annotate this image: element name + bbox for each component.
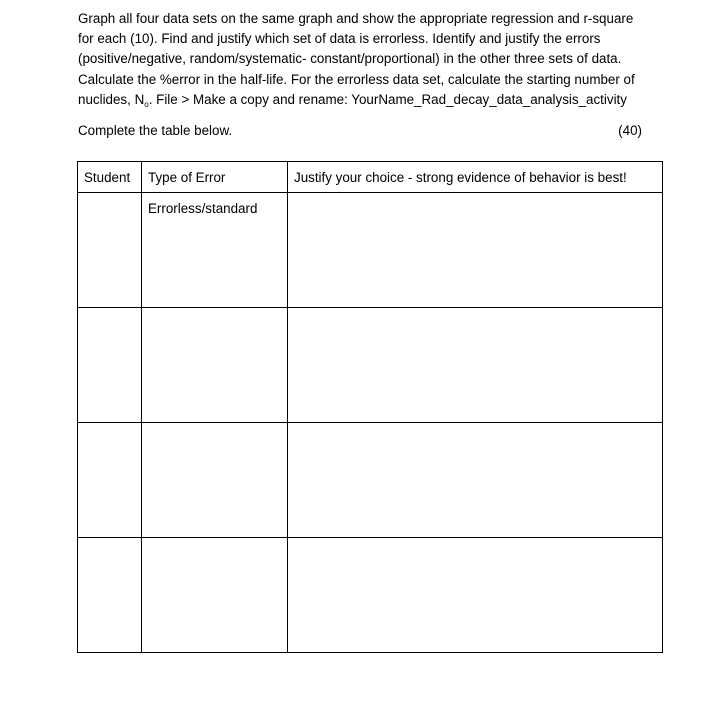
instructions-paragraph [78,9,678,110]
nuclides-subscript: o [144,99,149,109]
cell-error-type[interactable] [142,423,288,538]
instructions-line-1: Graph all four data sets on the same graph and show the appropriate regression and r-square [78,11,634,26]
header-justification: Justify your choice - strong evidence of behavior is best! [288,162,663,193]
table-instruction: Complete the table below. [78,123,233,138]
points-value: (40) [618,123,642,138]
instructions-line-5-post: . File > Make a copy and rename: YourName_Rad_decay_data_analysis_activity [148,91,627,107]
cell-justification[interactable] [288,193,663,308]
cell-justification[interactable] [288,538,663,653]
instructions-line-5 [78,90,678,110]
cell-student[interactable] [78,423,142,538]
table-row [78,538,663,653]
cell-justification[interactable] [288,423,663,538]
header-error-type: Type of Error [142,162,288,193]
cell-error-type[interactable] [142,308,288,423]
cell-student[interactable] [78,538,142,653]
instructions-line-4: Calculate the %error in the half-life. For the errorless data set, calculate the starting number of [78,71,635,87]
instructions-line-5-pre: nuclides, N [78,91,145,107]
error-analysis-table [77,161,663,653]
table-row [78,308,663,423]
cell-justification[interactable] [288,308,663,423]
cell-student[interactable] [78,308,142,423]
table-row [78,423,663,538]
instructions-line-2: for each (10). Find and justify which set of data is errorless. Identify and justify the errors [78,31,601,47]
header-student: Student [78,162,142,193]
table-row [78,193,663,308]
cell-student[interactable] [78,193,142,308]
cell-error-type[interactable] [142,538,288,653]
table-header-row [78,162,663,193]
cell-error-type[interactable]: Errorless/standard [142,193,288,308]
instructions-line-3: (positive/negative, random/systematic- constant/proportional) in the other three sets of data. [78,51,622,67]
